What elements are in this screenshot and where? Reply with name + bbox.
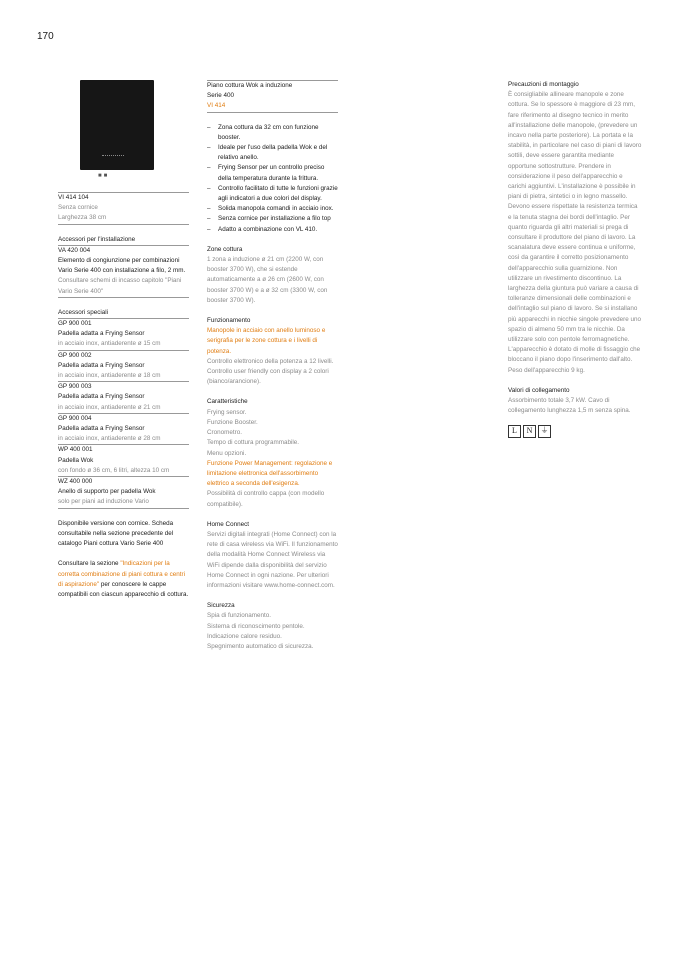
mount-text: È consigliabile allineare manopole e zone cottura. Se lo spessore è maggiore di 23 mm, fare riferimento al disegno tecnico in merito all'installazione delle manopole, (prevedere un incavo nella parte posteriore). La portata e la stabilità, in particolare nel caso di piani di lavoro sottili, deve essere garantita mediante opportune sottostrutture. Prendere in considerazione il peso dell'apparecchio e carichi aggiuntivi. L'installazione è possibile in piani di pietra, sintetici o in legno massello. Devono essere rispettate la resistenza termica e la tenuta stagna dei bordi dell'intaglio. Per quanto riguarda gli altri materiali si prega di consultare il produttore del piano di lavoro. La scanalatura deve essere continua e uniforme, così da garantire il corretto posizionamento dell'apparecchio sulla guarnizione. Non utilizzare un rivestimento discontinuo. La larghezza della giuntura può variare a causa di tolleranze dimensionali delle combinazioni e dell'intaglio sul piano di lavoro. Se si installano più apparecchi in nicchie singole prevedere uno spazio di almeno 50 mm tra le nicchie. Da utilizzare solo con pentole ferromagnetiche. L'apparecchio è dotato di molle di fissaggio che bloccano il piano dopo l'inserimento dall'alto. Peso dell'apparecchio 9 kg.	[508, 91, 642, 374]
hob-illustration	[80, 80, 154, 170]
feature-bullet-text: Solida manopola comandi in acciaio inox.	[218, 205, 334, 213]
accessory-code: GP 900 002	[58, 351, 92, 359]
accessory-name: Padella Wok	[58, 456, 94, 464]
accessory-detail: in acciaio inox, antiaderente ø 28 cm	[58, 434, 189, 445]
accessory-code: GP 900 004	[58, 414, 92, 422]
feature-bullet: – Frying Sensor per un controllo preciso della temperatura durante la frittura.	[207, 163, 338, 183]
feature-bullet: – Controllo facilitato di tutte le funzioni grazie agli indicatori a due colori del display.	[207, 184, 338, 204]
feature-bullet-text: Frying Sensor per un controllo preciso della temperatura durante la frittura.	[218, 164, 325, 182]
model-variant: Senza cornice	[58, 204, 98, 212]
accessory-detail: con fondo ø 36 cm, 6 litri, altezza 10 cm	[58, 466, 189, 477]
feature-bullets	[207, 123, 338, 235]
product-title	[207, 80, 338, 113]
feature-bullet: – Senza cornice per installazione a filo top	[207, 214, 338, 224]
middle-column	[207, 80, 338, 652]
consult-pre: Consultare la sezione	[58, 560, 121, 568]
accessory-code: WZ 400 000	[58, 478, 93, 486]
line-symbol-icon: L	[508, 425, 521, 438]
zone-text: 1 zona a induzione ø 21 cm (2200 W, con booster 3700 W), che si estende automaticamente a ø 26 cm (2600 W, con booster 3700 W) e a ø 32 cm (3300 W, con booster 3700 W).	[207, 256, 328, 304]
consult-note	[58, 559, 189, 600]
feature-line: Tempo di cottura programmabile.	[207, 439, 300, 447]
feature-bullet: – Solida manopola comandi in acciaio inox.	[207, 204, 338, 214]
title-line2: Serie 400	[207, 92, 234, 100]
feature-bullet: – Ideale per l'uso della padella Wok e del relativo anello.	[207, 143, 338, 163]
accessory-item	[58, 382, 189, 414]
title-model: VI 414	[207, 101, 338, 112]
install-note: Consultare schemi di incasso capitolo "Piani Vario Serie 400"	[58, 276, 189, 297]
install-acc-title: Accessori per l'installazione	[58, 235, 189, 246]
model-code: VI 414 104	[58, 194, 89, 201]
accessory-detail: in acciaio inox, antiaderente ø 18 cm	[58, 371, 189, 382]
feature-bullet-text: Controllo facilitato di tutte le funzioni grazie agli indicatori a due colori del display.	[218, 184, 338, 203]
special-accessories	[58, 308, 189, 509]
accessory-code: WP 400 001	[58, 446, 93, 454]
connection-symbols	[508, 425, 642, 438]
accessory-detail: in acciaio inox, antiaderente ø 15 cm	[58, 339, 189, 350]
hc-title: Home Connect	[207, 520, 249, 528]
safety-line: Spia di funzionamento.	[207, 612, 272, 620]
consult-post: per conoscere le cappe compatibili con ciascun apparecchio di cottura.	[58, 580, 189, 598]
feature-bullet-text: Senza cornice per installazione a filo top	[218, 215, 331, 223]
feature-bullet: – Zona cottura da 32 cm con funzione booster.	[207, 123, 338, 143]
accessory-item	[58, 351, 189, 383]
accessory-name: Padella adatta a Frying Sensor	[58, 425, 145, 433]
accessory-code: GP 900 003	[58, 383, 92, 391]
accessory-name: Anello di supporto per padella Wok	[58, 488, 156, 496]
func-text1: Controllo elettronico della potenza a 12 livelli.	[207, 357, 334, 365]
feature-line: Cronometro.	[207, 429, 242, 437]
zone-title: Zone cottura	[207, 245, 243, 253]
accessory-name: Padella adatta a Frying Sensor	[58, 361, 145, 369]
accessory-name: Padella adatta a Frying Sensor	[58, 393, 145, 401]
conn-title: Valori di collegamento	[508, 386, 570, 394]
feat-title: Caratteristiche	[207, 398, 248, 406]
accessory-detail: in acciaio inox, antiaderente ø 21 cm	[58, 403, 189, 414]
feature-line: Menu opzioni.	[207, 449, 247, 457]
safety-line: Indicazione calore residuo.	[207, 632, 282, 640]
frame-note: Disponibile versione con cornice. Scheda consultabile nella sezione precedente del catalogo Piani cottura Vario Serie 400	[58, 519, 174, 548]
accessory-item	[58, 414, 189, 446]
feature-bullet: – Adatto a combinazione con VL 410.	[207, 225, 338, 235]
feat-text: Possibilità di controllo cappa (con modello compatibile).	[207, 490, 325, 508]
safety-title: Sicurezza	[207, 602, 235, 610]
accessory-code: GP 900 001	[58, 320, 92, 328]
func-text2: Controllo user friendly con display a 2 colori (bianco/arancione).	[207, 368, 329, 386]
ground-symbol-icon: ⏚	[538, 425, 551, 438]
accessory-item	[58, 319, 189, 351]
func-highlight: Manopole in acciaio con anello luminoso e serigrafia per le zone cottura e i livelli di potenza.	[207, 327, 326, 355]
install-code: VA 420 004	[58, 246, 91, 254]
func-title: Funzionamento	[207, 317, 251, 325]
accessory-detail: solo per piani ad induzione Vario	[58, 497, 189, 508]
left-column	[58, 80, 189, 600]
feature-line: Frying sensor.	[207, 408, 247, 416]
hc-text: Servizi digitali integrati (Home Connect) con la rete di casa wireless via WiFi. Il funzionamento della modalità Home Connect Wireless via WiFi dipende dalla disponibilità del servizio Home Connect in ogni nazione. Per ulteriori informazioni visitare www.home-connect.com.	[207, 530, 338, 589]
accessory-item	[58, 445, 189, 477]
knob-icon: ■■	[98, 173, 110, 179]
install-desc: Elemento di congiunzione per combinazioni Vario Serie 400 con installazione a filo, 2 mm.	[58, 257, 186, 275]
special-acc-title: Accessori speciali	[58, 308, 189, 319]
accessory-name: Padella adatta a Frying Sensor	[58, 330, 145, 338]
model-block	[58, 192, 189, 225]
feature-bullet-text: Zona cottura da 32 cm con funzione booster.	[218, 123, 319, 141]
accessory-item	[58, 477, 189, 509]
safety-line: Sistema di riconoscimento pentole.	[207, 622, 305, 630]
feature-bullet-text: Ideale per l'uso della padella Wok e del relativo anello.	[218, 144, 328, 162]
consult-link[interactable]: "Indicazioni per la corretta combinazione di piani cottura e centri di aspirazione"	[58, 560, 186, 588]
feature-bullet-text: Adatto a combinazione con VL 410.	[218, 225, 318, 233]
neutral-symbol-icon: N	[523, 425, 536, 438]
control-strip	[102, 155, 124, 159]
conn-text: Assorbimento totale 3,7 kW. Cavo di collegamento lunghezza 1,5 m senza spina.	[508, 397, 631, 415]
feat-highlight: Funzione Power Management: regolazione e limitazione elettronica dell'assorbimento elettrico a seconda dell'esigenza.	[207, 459, 333, 488]
install-accessories	[58, 235, 189, 298]
safety-line: Spegnimento automatico di sicurezza.	[207, 642, 314, 650]
model-width: Larghezza 38 cm	[58, 213, 189, 224]
feature-line: Funzione Booster.	[207, 418, 258, 426]
title-line1: Piano cottura Wok a induzione	[207, 82, 293, 89]
product-image	[58, 80, 156, 178]
right-column	[508, 80, 642, 438]
mount-title: Precauzioni di montaggio	[508, 81, 579, 88]
page-number: 170	[37, 31, 54, 42]
